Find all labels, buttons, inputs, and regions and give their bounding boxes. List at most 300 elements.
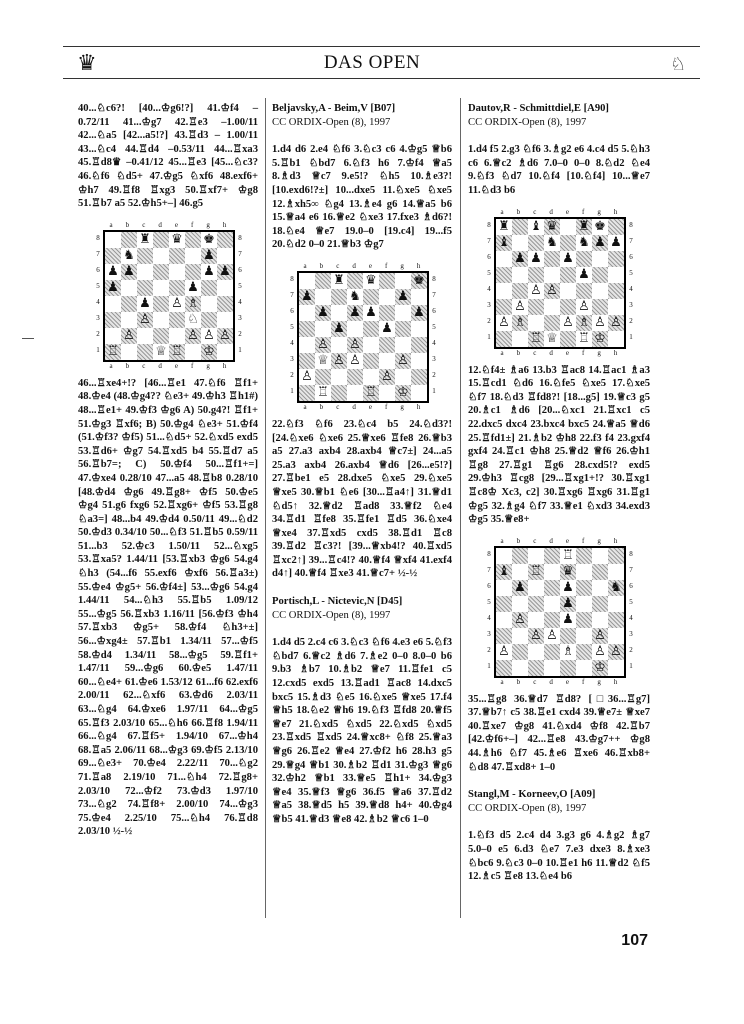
file-label: c bbox=[142, 220, 146, 229]
board-square bbox=[512, 219, 528, 235]
file-label: a bbox=[500, 536, 504, 545]
file-label: b bbox=[125, 220, 130, 229]
chess-piece-icon: ♞ bbox=[608, 580, 624, 596]
chess-piece-icon: ♙ bbox=[379, 369, 395, 385]
rank-label: 2 bbox=[487, 316, 491, 325]
chess-piece-icon: ♟ bbox=[379, 321, 395, 337]
game-event: CC ORDIX-Open (8), 1997 bbox=[468, 802, 587, 814]
rank-label: 3 bbox=[487, 629, 491, 638]
file-label: a bbox=[500, 207, 504, 216]
knight-glyph-icon: ♘ bbox=[670, 54, 687, 74]
rank-label: 4 bbox=[487, 613, 491, 622]
rank-label: 5 bbox=[432, 322, 436, 331]
board-square bbox=[201, 296, 217, 312]
column-divider bbox=[460, 98, 461, 918]
board-square bbox=[496, 580, 512, 596]
board-square bbox=[395, 305, 411, 321]
chess-piece-icon: ♔ bbox=[395, 385, 411, 401]
board-square bbox=[315, 321, 331, 337]
file-label: b bbox=[319, 402, 324, 411]
board-square bbox=[592, 251, 608, 267]
file-labels bbox=[484, 537, 634, 546]
chess-board bbox=[494, 546, 626, 678]
file-labels bbox=[287, 262, 437, 271]
chess-piece-icon: ♚ bbox=[411, 273, 427, 289]
file-label: h bbox=[222, 220, 227, 229]
board-square bbox=[153, 280, 169, 296]
file-label: f bbox=[582, 348, 585, 357]
board-square bbox=[608, 548, 624, 564]
board-square bbox=[560, 660, 576, 676]
game-moves: 1.d4 d6 2.e4 ♘f6 3.♘c3 c6 4.♔g5 ♕b6 5.♖b1 ♘bd7 6.♘f3 h6 7.♔f4 ♕a5 8.♗d3 ♕c7 9.e5!? ♘h5 10.♗e3?! [10.exd6!?±] 10...dxe5 11.♘xe5 ♘xe5 12.♗xh5∞ ♘g4 13.♗e4 g6 14.♕a5 b6 15.♕a4 e6 16.♕e2 ♘xe3 17.fxe3 ♗d6?! 18.♘e4 ♕e7 19.0–0 [19.c4] 19...f5 20.♘d2 0–0 21.♕b3 ♔g7 bbox=[272, 144, 452, 251]
chess-piece-icon: ♙ bbox=[496, 315, 512, 331]
board-square bbox=[331, 305, 347, 321]
board-square bbox=[395, 337, 411, 353]
board-square bbox=[411, 353, 427, 369]
rank-label: 5 bbox=[487, 597, 491, 606]
board-square bbox=[137, 264, 153, 280]
file-label: d bbox=[549, 207, 553, 216]
board-square bbox=[592, 267, 608, 283]
board-square bbox=[331, 385, 347, 401]
board-square bbox=[411, 337, 427, 353]
board-square bbox=[496, 548, 512, 564]
board-square bbox=[544, 251, 560, 267]
file-label: a bbox=[109, 220, 113, 229]
rank-label: 7 bbox=[487, 236, 491, 245]
rank-label: 5 bbox=[238, 281, 242, 290]
rank-label: 6 bbox=[487, 581, 491, 590]
board-square bbox=[153, 248, 169, 264]
file-label: h bbox=[613, 677, 618, 686]
rank-label: 1 bbox=[629, 661, 633, 670]
file-label: f bbox=[582, 207, 585, 216]
board-square bbox=[105, 232, 121, 248]
chess-piece-icon: ♚ bbox=[201, 232, 217, 248]
board-square bbox=[299, 273, 315, 289]
board-square bbox=[315, 273, 331, 289]
chess-piece-icon: ♖ bbox=[105, 344, 121, 360]
chess-diagram bbox=[93, 221, 243, 371]
rank-label: 8 bbox=[487, 220, 491, 229]
file-label: f bbox=[582, 677, 585, 686]
rank-label: 8 bbox=[629, 220, 633, 229]
file-label: g bbox=[400, 402, 404, 411]
file-label: g bbox=[597, 677, 601, 686]
file-label: f bbox=[385, 402, 388, 411]
rank-label: 7 bbox=[96, 249, 100, 258]
chess-piece-icon: ♖ bbox=[315, 385, 331, 401]
rank-label: 2 bbox=[432, 370, 436, 379]
chess-piece-icon: ♛ bbox=[169, 232, 185, 248]
board-square bbox=[560, 283, 576, 299]
chess-piece-icon: ♟ bbox=[560, 612, 576, 628]
rank-label: 8 bbox=[487, 549, 491, 558]
board-square bbox=[528, 612, 544, 628]
board-square bbox=[592, 596, 608, 612]
margin-mark bbox=[22, 338, 34, 339]
board-square bbox=[512, 660, 528, 676]
board-square bbox=[496, 628, 512, 644]
file-label: c bbox=[533, 348, 537, 357]
game-moves: 1.d4 d5 2.c4 c6 3.♘c3 ♘f6 4.e3 e6 5.♘f3 ♘bd7 6.♕c2 ♗d6 7.♗e2 0–0 8.0–0 b6 9.b3 ♗b7 10.♗b2 ♕e7 11.♖fe1 c5 12.cxd5 exd5 13.♖ad1 ♖ac8 14.dxc5 bxc5 15.♗d3 ♘e5 16.♘xe5 ♕xe5 17.f4 ♕h5 18.♘e2 ♕h6 19.♘f3 ♖fd8 20.♕f5 ♕e7 21.♘xd5 ♘xd5 22.♘xd5 ♘xd5 23.♖xd5 ♖xd5 24.♕xc8+ ♘f8 25.♕a3 ♕g6 26.♖e2 ♕e4 27.♔f2 h6 28.h3 g5 29.♕g4 ♕b1 30.♗b2 ♖d1 31.♔g3 ♕g6 32.♔h2 ♕b1 33.♕e5 ♖h1+ 34.♔g3 ♕e4 35.♕f3 ♕g6 36.f5 ♕a6 37.♖d2 ♕a5 38.♕d5 h5 39.♕d8 h4+ 40.♔g4 ♕b5 41.♕d3 ♕e8 42.♗b2 ♕c6 1–0 bbox=[272, 637, 452, 825]
board-square bbox=[201, 280, 217, 296]
board-square bbox=[496, 299, 512, 315]
chess-piece-icon: ♗ bbox=[576, 315, 592, 331]
rank-label: 8 bbox=[96, 233, 100, 242]
file-label: e bbox=[565, 348, 569, 357]
board-square bbox=[363, 353, 379, 369]
board-square bbox=[576, 596, 592, 612]
file-label: c bbox=[533, 677, 537, 686]
board-square bbox=[347, 385, 363, 401]
board-square bbox=[560, 628, 576, 644]
chess-piece-icon: ♙ bbox=[315, 337, 331, 353]
board-square bbox=[512, 564, 528, 580]
board-square bbox=[217, 232, 233, 248]
chess-piece-icon: ♟ bbox=[105, 280, 121, 296]
chess-piece-icon: ♖ bbox=[169, 344, 185, 360]
chess-piece-icon: ♚ bbox=[592, 219, 608, 235]
chess-piece-icon: ♙ bbox=[347, 353, 363, 369]
column-2 bbox=[272, 102, 452, 827]
board-square bbox=[169, 312, 185, 328]
chess-piece-icon: ♗ bbox=[512, 315, 528, 331]
board-square bbox=[560, 331, 576, 347]
board-square bbox=[331, 289, 347, 305]
file-label: f bbox=[385, 261, 388, 270]
file-label: e bbox=[368, 261, 372, 270]
rank-labels bbox=[484, 219, 494, 347]
rank-label: 7 bbox=[432, 290, 436, 299]
board-square bbox=[137, 280, 153, 296]
board-square bbox=[608, 251, 624, 267]
file-label: b bbox=[516, 348, 521, 357]
chess-piece-icon: ♜ bbox=[496, 219, 512, 235]
chess-piece-icon: ♞ bbox=[121, 248, 137, 264]
chess-piece-icon: ♙ bbox=[496, 644, 512, 660]
board-square bbox=[379, 305, 395, 321]
board-square bbox=[528, 596, 544, 612]
board-square bbox=[544, 580, 560, 596]
board-square bbox=[299, 305, 315, 321]
chess-piece-icon: ♟ bbox=[592, 235, 608, 251]
file-label: a bbox=[500, 348, 504, 357]
board-square bbox=[576, 644, 592, 660]
board-square bbox=[331, 337, 347, 353]
rank-label: 3 bbox=[96, 313, 100, 322]
rank-label: 7 bbox=[290, 290, 294, 299]
game-event: CC ORDIX-Open (8), 1997 bbox=[272, 609, 391, 621]
board-square bbox=[560, 219, 576, 235]
chess-piece-icon: ♙ bbox=[512, 612, 528, 628]
rank-labels bbox=[235, 232, 245, 360]
board-square bbox=[411, 369, 427, 385]
rank-label: 6 bbox=[629, 252, 633, 261]
board-square bbox=[217, 312, 233, 328]
rank-label: 4 bbox=[487, 284, 491, 293]
file-label: d bbox=[352, 261, 356, 270]
chess-piece-icon: ♟ bbox=[528, 251, 544, 267]
rank-label: 5 bbox=[96, 281, 100, 290]
chess-piece-icon: ♙ bbox=[544, 283, 560, 299]
file-label: h bbox=[416, 261, 421, 270]
rank-label: 3 bbox=[238, 313, 242, 322]
board-square bbox=[299, 385, 315, 401]
board-square bbox=[299, 321, 315, 337]
chess-piece-icon: ♙ bbox=[137, 312, 153, 328]
rank-label: 1 bbox=[290, 386, 294, 395]
board-square bbox=[153, 328, 169, 344]
chess-piece-icon: ♛ bbox=[363, 273, 379, 289]
board-square bbox=[185, 344, 201, 360]
chess-piece-icon: ♕ bbox=[315, 353, 331, 369]
chess-piece-icon: ♞ bbox=[544, 235, 560, 251]
file-label: e bbox=[174, 361, 178, 370]
board-square bbox=[299, 337, 315, 353]
chess-piece-icon: ♔ bbox=[592, 660, 608, 676]
file-label: a bbox=[109, 361, 113, 370]
chess-piece-icon: ♙ bbox=[592, 315, 608, 331]
file-label: e bbox=[565, 207, 569, 216]
rank-label: 7 bbox=[629, 565, 633, 574]
file-label: a bbox=[303, 261, 307, 270]
file-label: d bbox=[549, 348, 553, 357]
board-square bbox=[411, 289, 427, 305]
board-square bbox=[528, 580, 544, 596]
file-label: h bbox=[613, 536, 618, 545]
board-square bbox=[608, 564, 624, 580]
board-square bbox=[608, 299, 624, 315]
rank-label: 1 bbox=[96, 345, 100, 354]
board-square bbox=[153, 232, 169, 248]
chess-piece-icon: ♙ bbox=[592, 628, 608, 644]
rank-label: 1 bbox=[487, 332, 491, 341]
chess-piece-icon: ♔ bbox=[592, 331, 608, 347]
file-label: h bbox=[613, 207, 618, 216]
file-labels bbox=[93, 362, 243, 371]
board-square bbox=[560, 267, 576, 283]
column-3 bbox=[468, 102, 650, 884]
chess-piece-icon: ♖ bbox=[363, 385, 379, 401]
chess-piece-icon: ♟ bbox=[608, 235, 624, 251]
board-square bbox=[496, 251, 512, 267]
chess-piece-icon: ♙ bbox=[592, 644, 608, 660]
chess-piece-icon: ♟ bbox=[121, 264, 137, 280]
rank-label: 7 bbox=[487, 565, 491, 574]
rank-label: 4 bbox=[238, 297, 242, 306]
chess-piece-icon: ♟ bbox=[315, 305, 331, 321]
game-moves: 12.♘f4± ♗a6 13.b3 ♖ac8 14.♖ac1 ♗a3 15.♖cd1 ♘d6 16.♘fe5 ♘xe5 17.♘xe5 ♘f7 18.♘d3 ♖fd8?! [18...g5] 19.♕c3 g5 20.♗c1 ♗d6 [20...♘xc1 21.♖xc1 c5 22.dxc5 dxc4 23.bxc4 bxc5 24.♕a5 ♕d6 25.♖fd1±] 21.♗b2 ♔h8 22.f3 f4 23.gxf4 gxf4 24.♖c1 ♔h8 25.♕d2 ♕f6 26.♔h1 ♖g8 27.♖g1 ♖g6 28.cxd5!? exd5 29.♔h3 ♖cg8 [29...♖xg1+!? 30.♖xg1 ♖c8♔ Xc3, c2] 30.♖xg6 ♖xg6 31.♖g1 ♔g5 32.♗g4 ♘f7 33.♕e1 ♘xd3 34.exd3 ♔g5 35.♕e8+ bbox=[468, 364, 650, 526]
chess-piece-icon: ♘ bbox=[185, 312, 201, 328]
chess-piece-icon: ♟ bbox=[560, 251, 576, 267]
board-square bbox=[363, 369, 379, 385]
rank-label: 8 bbox=[629, 549, 633, 558]
board-square bbox=[592, 580, 608, 596]
board-square bbox=[512, 267, 528, 283]
chess-piece-icon: ♖ bbox=[576, 331, 592, 347]
board-square bbox=[608, 283, 624, 299]
chess-piece-icon: ♙ bbox=[185, 328, 201, 344]
board-square bbox=[395, 273, 411, 289]
rank-label: 2 bbox=[290, 370, 294, 379]
chess-piece-icon: ♙ bbox=[347, 337, 363, 353]
rank-label: 3 bbox=[290, 354, 294, 363]
board-square bbox=[592, 612, 608, 628]
board-square bbox=[496, 660, 512, 676]
board-square bbox=[137, 248, 153, 264]
chess-piece-icon: ♟ bbox=[137, 296, 153, 312]
file-label: e bbox=[565, 536, 569, 545]
chess-piece-icon: ♖ bbox=[560, 548, 576, 564]
rank-label: 4 bbox=[629, 284, 633, 293]
crown-icon: ♛ bbox=[77, 50, 97, 75]
file-label: d bbox=[352, 402, 356, 411]
board-square bbox=[576, 628, 592, 644]
rank-label: 4 bbox=[290, 338, 294, 347]
board-square bbox=[528, 267, 544, 283]
board-square bbox=[544, 596, 560, 612]
file-label: b bbox=[516, 677, 521, 686]
chess-board bbox=[297, 271, 429, 403]
board-square bbox=[217, 344, 233, 360]
chess-piece-icon: ♕ bbox=[153, 344, 169, 360]
rank-label: 6 bbox=[432, 306, 436, 315]
board-square bbox=[512, 628, 528, 644]
file-label: g bbox=[400, 261, 404, 270]
board-square bbox=[608, 596, 624, 612]
chess-piece-icon: ♙ bbox=[169, 296, 185, 312]
board-square bbox=[185, 232, 201, 248]
board-square bbox=[169, 248, 185, 264]
game-event: CC ORDIX-Open (8), 1997 bbox=[272, 116, 391, 128]
chess-piece-icon: ♞ bbox=[347, 289, 363, 305]
chess-piece-icon: ♞ bbox=[576, 235, 592, 251]
board-square bbox=[608, 660, 624, 676]
board-square bbox=[315, 369, 331, 385]
board-square bbox=[528, 644, 544, 660]
board-square bbox=[544, 299, 560, 315]
file-label: e bbox=[174, 220, 178, 229]
board-square bbox=[544, 564, 560, 580]
chess-piece-icon: ♙ bbox=[121, 328, 137, 344]
chess-piece-icon: ♙ bbox=[331, 353, 347, 369]
file-label: h bbox=[416, 402, 421, 411]
chess-piece-icon: ♙ bbox=[560, 315, 576, 331]
board-square bbox=[608, 628, 624, 644]
file-label: b bbox=[516, 207, 521, 216]
rank-label: 2 bbox=[96, 329, 100, 338]
chess-piece-icon: ♙ bbox=[608, 644, 624, 660]
game-moves: 1.d4 f5 2.g3 ♘f6 3.♗g2 e6 4.c4 d5 5.♘h3 c6 6.♕c2 ♗d6 7.0–0 0–0 8.♘d2 ♘e4 9.♘f3 ♘d7 10.♘f4 [10.♘f4] 10...♕e7 11.♘d3 b6 bbox=[468, 144, 650, 196]
board-square bbox=[608, 267, 624, 283]
board-square bbox=[169, 264, 185, 280]
chess-piece-icon: ♖ bbox=[528, 331, 544, 347]
file-labels bbox=[484, 208, 634, 217]
board-square bbox=[592, 548, 608, 564]
board-square bbox=[217, 280, 233, 296]
chess-piece-icon: ♟ bbox=[395, 289, 411, 305]
board-square bbox=[576, 564, 592, 580]
board-square bbox=[544, 267, 560, 283]
board-square bbox=[379, 353, 395, 369]
file-label: c bbox=[336, 402, 340, 411]
board-square bbox=[512, 235, 528, 251]
board-square bbox=[347, 369, 363, 385]
board-square bbox=[576, 251, 592, 267]
board-square bbox=[363, 337, 379, 353]
board-square bbox=[512, 596, 528, 612]
rank-label: 4 bbox=[432, 338, 436, 347]
board-square bbox=[576, 283, 592, 299]
board-square bbox=[496, 283, 512, 299]
rank-label: 3 bbox=[432, 354, 436, 363]
board-square bbox=[169, 328, 185, 344]
file-label: g bbox=[597, 207, 601, 216]
chess-piece-icon: ♟ bbox=[576, 267, 592, 283]
board-square bbox=[379, 289, 395, 305]
board-square bbox=[411, 385, 427, 401]
chess-piece-icon: ♙ bbox=[608, 315, 624, 331]
file-label: g bbox=[597, 348, 601, 357]
board-square bbox=[315, 289, 331, 305]
board-square bbox=[105, 312, 121, 328]
rank-label: 2 bbox=[487, 645, 491, 654]
board-square bbox=[544, 644, 560, 660]
chess-piece-icon: ♟ bbox=[363, 305, 379, 321]
file-label: d bbox=[549, 677, 553, 686]
rank-label: 6 bbox=[629, 581, 633, 590]
board-square bbox=[592, 299, 608, 315]
file-label: c bbox=[336, 261, 340, 270]
file-label: a bbox=[500, 677, 504, 686]
file-label: d bbox=[158, 220, 162, 229]
board-square bbox=[153, 264, 169, 280]
board-square bbox=[544, 548, 560, 564]
board-square bbox=[121, 232, 137, 248]
chess-diagram bbox=[484, 208, 634, 358]
game-moves: 1.♘f3 d5 2.c4 d4 3.g3 g6 4.♗g2 ♗g7 5.0–0 e5 6.d3 ♘e7 7.e3 dxe3 8.♗xe3 ♘bc6 9.♘c3 0–0 10.♖e1 h6 11.♕d2 ♘f5 12.♗c5 ♖e8 13.♘e4 b6 bbox=[468, 830, 650, 883]
chess-diagram bbox=[484, 537, 634, 687]
chess-piece-icon: ♙ bbox=[576, 299, 592, 315]
board-square bbox=[496, 331, 512, 347]
file-labels bbox=[484, 678, 634, 687]
chess-piece-icon: ♝ bbox=[496, 564, 512, 580]
rank-label: 2 bbox=[629, 645, 633, 654]
chess-piece-icon: ♔ bbox=[201, 344, 217, 360]
file-label: e bbox=[565, 677, 569, 686]
board-square bbox=[299, 353, 315, 369]
board-square bbox=[576, 548, 592, 564]
game-header: Portisch,L - Nictevic,N [D45] bbox=[272, 596, 403, 608]
file-label: c bbox=[142, 361, 146, 370]
board-square bbox=[512, 548, 528, 564]
chess-piece-icon: ♟ bbox=[560, 596, 576, 612]
chess-piece-icon: ♛ bbox=[544, 219, 560, 235]
file-labels bbox=[484, 349, 634, 358]
rank-label: 3 bbox=[487, 300, 491, 309]
rank-labels bbox=[287, 273, 297, 401]
chess-piece-icon: ♙ bbox=[395, 353, 411, 369]
board-square bbox=[512, 644, 528, 660]
board-square bbox=[347, 321, 363, 337]
chess-piece-icon: ♟ bbox=[299, 289, 315, 305]
file-labels bbox=[93, 221, 243, 230]
rank-label: 5 bbox=[629, 268, 633, 277]
board-square bbox=[121, 344, 137, 360]
file-label: f bbox=[191, 220, 194, 229]
board-square bbox=[379, 273, 395, 289]
